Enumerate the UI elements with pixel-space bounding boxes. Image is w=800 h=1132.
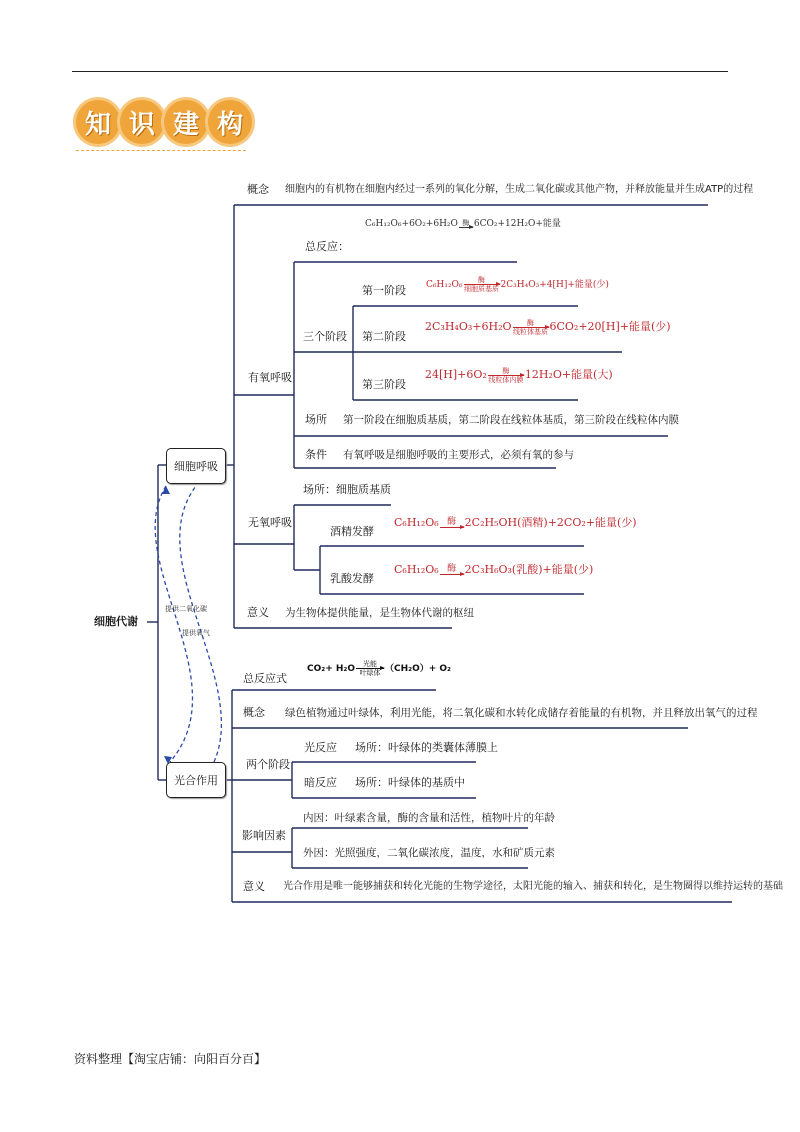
- lactic-fermentation-label: 乳酸发酵: [330, 572, 374, 585]
- photo-meaning-label: 意义: [243, 880, 265, 893]
- resp-meaning-label: 意义: [247, 606, 269, 619]
- eq-site: 叶绿体: [359, 669, 381, 677]
- eq-site: 细胞质基质: [464, 285, 500, 293]
- lactic-fermentation-eq: [394, 561, 593, 577]
- stages-label: 三个阶段: [303, 330, 347, 343]
- dark-reaction-site: 场所：叶绿体的基质中: [355, 776, 465, 789]
- dark-reaction-label: 暗反应: [304, 776, 337, 789]
- stage2-label: 第二阶段: [362, 330, 406, 343]
- photo-stages-label: 两个阶段: [246, 758, 290, 771]
- resp-meaning-text: 为生物体提供能量，是生物体代谢的枢纽: [285, 607, 474, 619]
- stage3-label: 第三阶段: [362, 378, 406, 391]
- stage1-eq: [426, 276, 609, 293]
- eq-right: 12H₂O+能量(大): [524, 368, 613, 381]
- eq-left: C₆H₁₂O₆+6O₂+6H₂O: [365, 219, 458, 229]
- eq-right: 2C₃H₆O₃(乳酸)+能量(少): [464, 563, 594, 576]
- respiration-node: 细胞呼吸: [166, 448, 226, 484]
- eq-left: 24[H]+6O₂: [425, 368, 487, 381]
- eq-catalyst: 酶: [447, 564, 457, 574]
- title-char: 建: [164, 100, 208, 144]
- aerobic-condition-label: 条件: [305, 448, 327, 461]
- stage3-eq: [425, 366, 613, 384]
- title-char: 构: [208, 100, 252, 144]
- aerobic-condition-text: 有氧呼吸是细胞呼吸的主要形式，必须有氧的参与: [343, 449, 574, 461]
- aerobic-total-label: 总反应：: [305, 240, 349, 253]
- aerobic-site-label: 场所: [305, 413, 327, 426]
- eq-right: 6CO₂+20[H]+能量(少): [549, 320, 671, 333]
- external-factors: 外因：光照强度，二氧化碳浓度，温度，水和矿质元素: [303, 847, 555, 859]
- link-label-co2: 提供氧气: [182, 629, 210, 637]
- internal-factors: 内因：叶绿素含量，酶的含量和活性，植物叶片的年龄: [303, 812, 555, 824]
- photosynthesis-node: 光合作用: [166, 762, 226, 798]
- eq-condition: 光能: [363, 660, 377, 668]
- eq-left: CO₂+ H₂O: [307, 664, 355, 674]
- eq-right: 2C₂H₅OH(酒精)+2CO₂+能量(少): [464, 516, 637, 529]
- photo-concept-text: 绿色植物通过叶绿体，利用光能，将二氧化碳和水转化成储存着能量的有机物，并且释放出氧气的过程: [285, 707, 758, 719]
- photo-concept-label: 概念: [243, 706, 265, 719]
- anaerobic-site: 场所：细胞质基质: [303, 483, 391, 496]
- photo-total-eq: [307, 660, 451, 677]
- eq-site: 线粒体基质: [513, 327, 548, 336]
- factors-label: 影响因素: [242, 829, 286, 842]
- eq-right: （CH₂O）+ O₂: [385, 664, 451, 674]
- resp-concept-label: 概念: [247, 183, 269, 196]
- stage2-eq: [425, 318, 671, 336]
- title-char: 识: [120, 100, 164, 144]
- anaerobic-label: 无氧呼吸: [248, 516, 292, 529]
- eq-left: C₆H₁₂O₆: [394, 516, 439, 529]
- eq-catalyst: 酶: [447, 517, 457, 527]
- photo-total-label: 总反应式: [243, 672, 287, 685]
- title-char: 知: [76, 100, 120, 144]
- aerobic-label: 有氧呼吸: [248, 371, 292, 384]
- aerobic-total-eq: [365, 216, 561, 229]
- resp-concept-text: 细胞内的有机物在细胞内经过一系列的氧化分解，生成二氧化碳或其他产物，并释放能量并生成ATP的过程: [285, 184, 754, 195]
- photo-meaning-text: 光合作用是唯一能够捕获和转化光能的生物学途径，太阳光能的输入、捕获和转化，是生物圈得以维持运转的基础: [283, 881, 783, 892]
- footer-note: 资料整理【淘宝店铺：向阳百分百】: [74, 1052, 267, 1066]
- eq-right: 2C₃H₄O₃+4[H]+能量(少): [500, 280, 609, 290]
- light-reaction-site: 场所：叶绿体的类囊体薄膜上: [355, 741, 498, 754]
- alcohol-fermentation-label: 酒精发酵: [330, 525, 374, 538]
- eq-catalyst: 酶: [478, 276, 486, 284]
- eq-catalyst: 酶: [527, 318, 534, 327]
- eq-right: 6CO₂+12H₂O+能量: [473, 219, 561, 229]
- alcohol-fermentation-eq: [394, 514, 637, 530]
- aerobic-site-text: 第一阶段在细胞质基质，第二阶段在线粒体基质，第三阶段在线粒体内膜: [343, 414, 679, 426]
- stage1-label: 第一阶段: [362, 284, 406, 297]
- eq-left: C₆H₁₂O₆: [394, 563, 439, 576]
- root-node: 细胞代谢: [94, 615, 138, 628]
- light-reaction-label: 光反应: [304, 741, 337, 754]
- link-label-oxygen: 提供二氧化碳: [165, 605, 207, 613]
- eq-left: 2C₃H₄O₃+6H₂O: [425, 320, 512, 333]
- eq-site: 线粒体内膜: [488, 375, 524, 384]
- eq-left: C₆H₁₂O₆: [426, 280, 463, 290]
- eq-catalyst: 酶: [502, 366, 510, 375]
- eq-catalyst: 酶: [462, 219, 470, 227]
